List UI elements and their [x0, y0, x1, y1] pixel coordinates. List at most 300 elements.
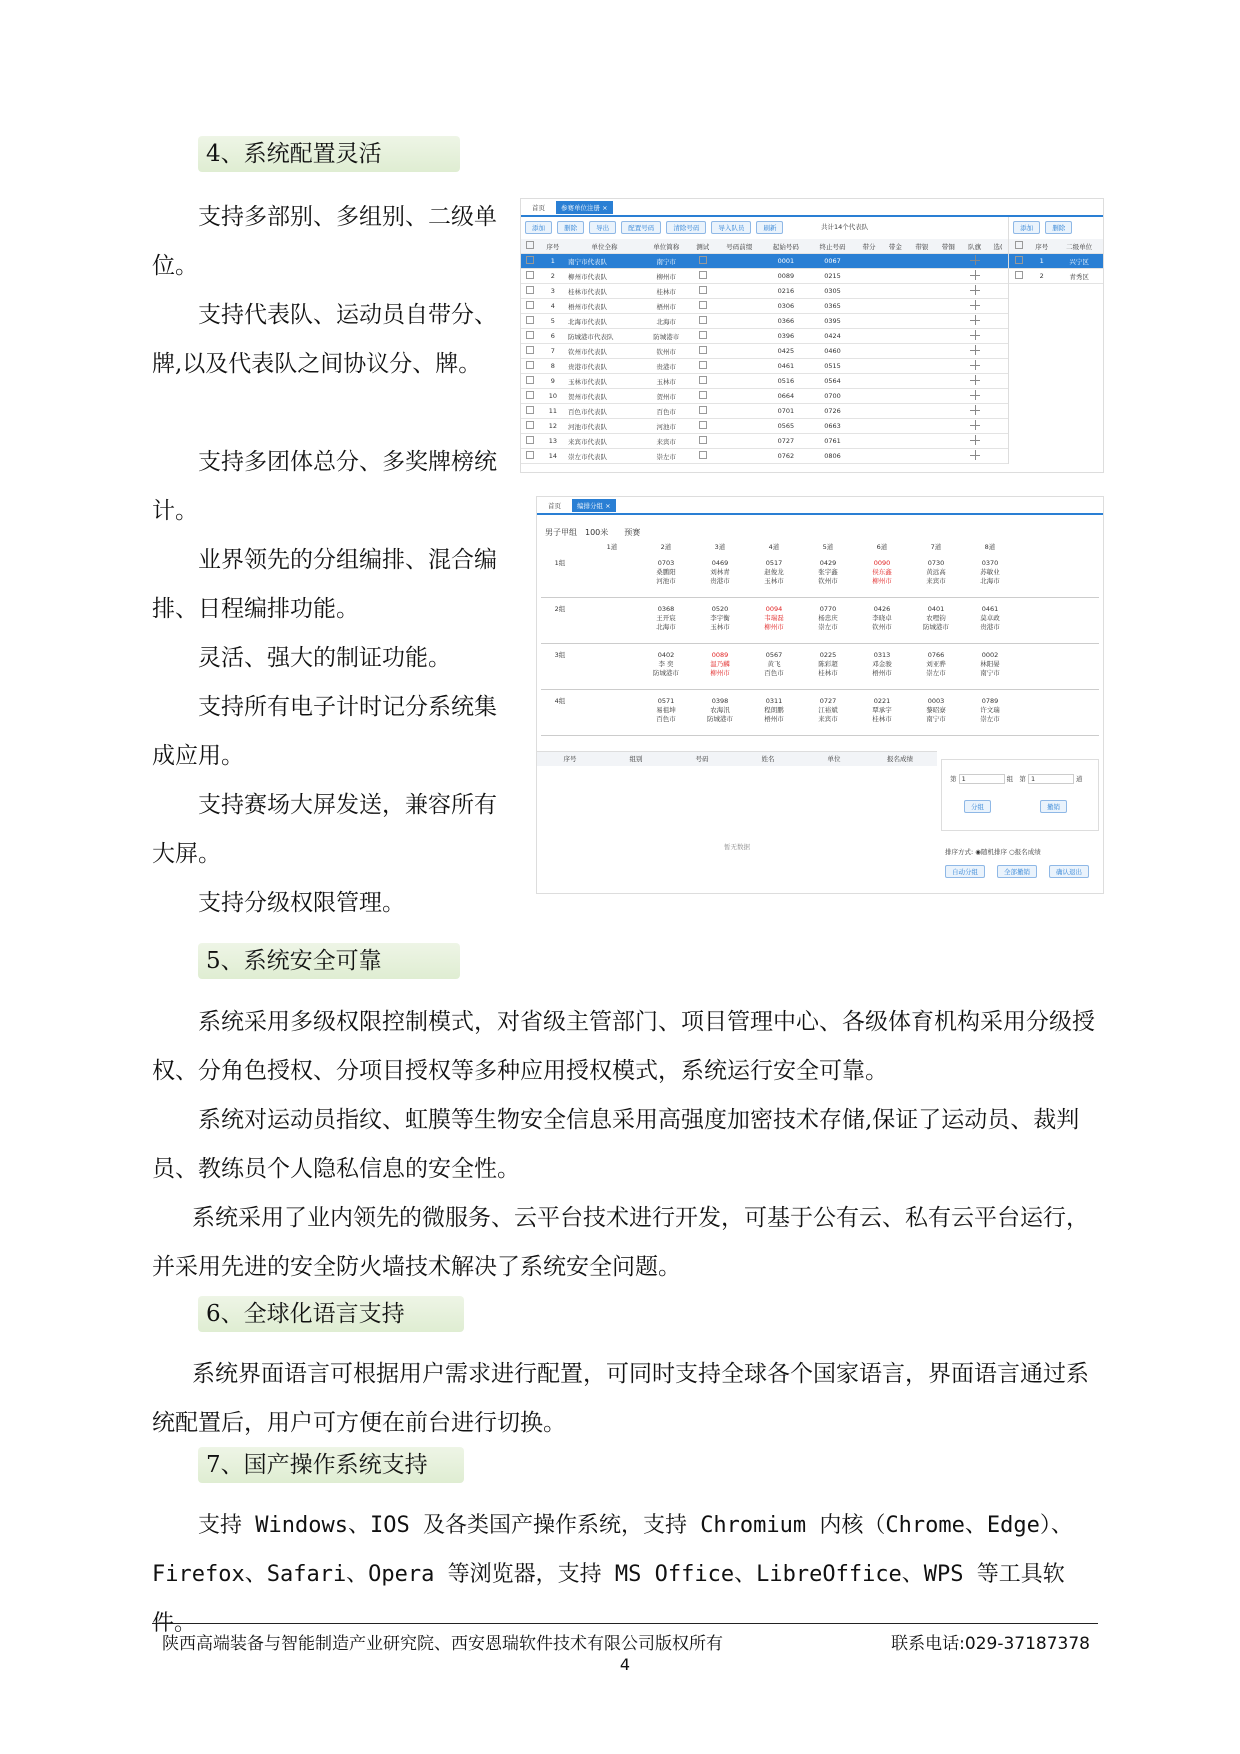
clear-number-button[interactable]: 清除号码: [666, 221, 706, 234]
entry-name: 易祖坤: [656, 706, 676, 714]
table-cell: 0565: [763, 419, 810, 434]
column-header: 带金: [882, 239, 908, 254]
lane-entry[interactable]: [641, 651, 691, 678]
table-cell: 0001: [763, 254, 810, 269]
table-cell: 兴宁区: [1055, 254, 1103, 269]
lane-entry[interactable]: [857, 605, 907, 632]
group-suffix: 组: [1006, 775, 1014, 783]
row-checkbox[interactable]: [521, 374, 540, 389]
table-cell: [909, 314, 935, 329]
lane-entry[interactable]: [857, 697, 907, 724]
table-cell: [882, 269, 908, 284]
paragraph: 支持多团体总分、多奖牌榜统计。: [152, 449, 497, 524]
lane-entry[interactable]: [803, 697, 853, 724]
lane-entry[interactable]: [911, 605, 961, 632]
list-column-header[interactable]: 姓名: [761, 755, 775, 763]
entry-name: 王开宸: [656, 614, 676, 622]
group-divider: [541, 735, 1099, 736]
table-cell: [988, 344, 1008, 359]
test-checkbox[interactable]: [690, 329, 716, 344]
column-header: 带铜: [935, 239, 961, 254]
lane-entry[interactable]: [695, 605, 745, 632]
row-checkbox[interactable]: [1009, 269, 1028, 284]
table-row[interactable]: [521, 359, 1008, 374]
entry-name: 江裕斌: [818, 706, 838, 714]
footer: [152, 1634, 1098, 1674]
entry-unit: 梧州市: [764, 715, 784, 723]
lane-entry[interactable]: [911, 559, 961, 586]
export-button[interactable]: 导出: [589, 221, 616, 234]
table-cell: [716, 299, 763, 314]
table-cell: 0396: [763, 329, 810, 344]
entry-name: 温乃麟: [710, 660, 730, 668]
tab-grouping[interactable]: 编排分组 ×: [572, 499, 616, 512]
row-checkbox[interactable]: [521, 389, 540, 404]
test-checkbox[interactable]: [690, 314, 716, 329]
table-cell: [882, 434, 908, 449]
entry-unit: 崇左市: [818, 623, 838, 631]
row-checkbox[interactable]: [521, 344, 540, 359]
lane-prefix: 第: [1019, 775, 1026, 783]
entry-unit: 贵港市: [710, 577, 730, 585]
lane-entry[interactable]: [749, 559, 799, 586]
column-header: 序号: [1028, 239, 1055, 254]
add-flag-icon[interactable]: [961, 419, 987, 434]
section-7-heading: 7、国产操作系统支持: [198, 1447, 464, 1483]
side-add-button[interactable]: 添加: [1013, 221, 1040, 234]
table-row[interactable]: [1009, 269, 1103, 284]
add-flag-icon[interactable]: [961, 299, 987, 314]
entry-unit: 河池市: [656, 577, 676, 585]
group-label: 3组: [554, 651, 566, 659]
table-cell: [988, 284, 1008, 299]
table-cell: [935, 299, 961, 314]
add-flag-icon[interactable]: [961, 344, 987, 359]
table-cell: 钦州市代表队: [566, 344, 643, 359]
table-cell: [935, 404, 961, 419]
table-cell: 0701: [763, 404, 810, 419]
sort-panel: [941, 837, 1097, 887]
lane-entry[interactable]: [641, 697, 691, 724]
table-cell: 0306: [763, 299, 810, 314]
entry-no: 0426: [873, 605, 891, 613]
entry-unit: 防城港市: [923, 623, 949, 631]
row-checkbox[interactable]: [521, 419, 540, 434]
tab-registration[interactable]: 参赛单位注册 ×: [556, 201, 613, 214]
entry-no: 0766: [927, 651, 945, 659]
lane-entry[interactable]: [803, 559, 853, 586]
table-cell: [882, 419, 908, 434]
entry-name: 程朗鹏: [764, 706, 784, 714]
entry-no: 0094: [765, 605, 783, 613]
table-cell: 河池市代表队: [566, 419, 643, 434]
test-checkbox[interactable]: [690, 449, 716, 464]
group-label: 1组: [554, 559, 566, 567]
entry-no: 0221: [873, 697, 891, 705]
column-header: 起始号码: [763, 239, 810, 254]
test-checkbox[interactable]: [690, 419, 716, 434]
table-cell: [856, 344, 882, 359]
table-cell: 0460: [809, 344, 856, 359]
table-cell: [856, 359, 882, 374]
entry-name: 桑鹏阳: [656, 568, 676, 576]
table-cell: [856, 389, 882, 404]
auto-group-button[interactable]: 自动分组: [945, 865, 985, 878]
table-row[interactable]: [521, 314, 1008, 329]
row-checkbox[interactable]: [521, 254, 540, 269]
list-column-header[interactable]: 序号: [563, 755, 577, 763]
table-cell: 7: [540, 344, 566, 359]
table-cell: 贺州市代表队: [566, 389, 643, 404]
entry-name: 陈彩超: [818, 660, 838, 668]
entry-no: 0770: [819, 605, 837, 613]
entry-unit: 玉林市: [710, 623, 730, 631]
table-cell: [856, 269, 882, 284]
tab-bar: [537, 497, 1103, 515]
table-cell: 2: [1028, 269, 1055, 284]
lane-entry[interactable]: [965, 697, 1015, 724]
entry-unit: 梧州市: [872, 669, 892, 677]
table-cell: 来宾市代表队: [566, 434, 643, 449]
refresh-button[interactable]: 刷新: [756, 221, 783, 234]
add-button[interactable]: 添加: [525, 221, 552, 234]
table-cell: 河池市: [643, 419, 690, 434]
table-cell: [856, 329, 882, 344]
table-cell: [909, 404, 935, 419]
event-label: 男子甲组 100米 预赛: [545, 528, 641, 537]
test-checkbox[interactable]: [690, 359, 716, 374]
entry-name: 邓金骏: [872, 660, 892, 668]
lane-header: 4道: [768, 543, 780, 551]
table-cell: [716, 389, 763, 404]
group-label: 2组: [554, 605, 566, 613]
tab-home[interactable]: 首页: [532, 203, 545, 212]
table-row[interactable]: [521, 299, 1008, 314]
tab-home[interactable]: 首页: [548, 501, 561, 510]
sort-random-radio[interactable]: ◉随机排序: [975, 848, 1007, 856]
test-checkbox[interactable]: [690, 344, 716, 359]
table-cell: [716, 254, 763, 269]
table-cell: 防城港市代表队: [566, 329, 643, 344]
table-row[interactable]: [521, 254, 1008, 269]
table-cell: [935, 269, 961, 284]
test-checkbox[interactable]: [690, 284, 716, 299]
entry-no: 0370: [981, 559, 999, 567]
sort-score-radio[interactable]: ○报名成绩: [1009, 848, 1041, 856]
side-toolbar: [1009, 217, 1103, 239]
table-cell: 12: [540, 419, 566, 434]
entry-no: 0313: [873, 651, 891, 659]
add-flag-icon[interactable]: [961, 389, 987, 404]
table-cell: 百色市: [643, 404, 690, 419]
entry-unit: 崇左市: [926, 669, 946, 677]
entry-no: 0727: [819, 697, 837, 705]
row-checkbox[interactable]: [521, 269, 540, 284]
entry-no: 0520: [711, 605, 729, 613]
table-cell: [882, 254, 908, 269]
table-cell: 玉林市: [643, 374, 690, 389]
paragraph: 支持代表队、运动员自带分、牌,以及代表队之间协议分、牌。: [152, 302, 497, 377]
table-cell: 防城港市: [643, 329, 690, 344]
table-cell: 0806: [809, 449, 856, 464]
table-cell: 4: [540, 299, 566, 314]
table-cell: [909, 269, 935, 284]
table-cell: [935, 389, 961, 404]
table-cell: [882, 314, 908, 329]
add-flag-icon[interactable]: [961, 374, 987, 389]
test-checkbox[interactable]: [690, 389, 716, 404]
add-flag-icon[interactable]: [961, 449, 987, 464]
entry-unit: 南宁市: [980, 669, 1000, 677]
table-cell: 桂林市: [643, 284, 690, 299]
table-row[interactable]: [521, 269, 1008, 284]
entry-unit: 柳州市: [710, 669, 730, 677]
select-all-checkbox[interactable]: [526, 241, 534, 249]
lane-entry[interactable]: [857, 651, 907, 678]
table-cell: 北海市: [643, 314, 690, 329]
lane-entry[interactable]: [695, 559, 745, 586]
confirm-exit-button[interactable]: 确认退出: [1049, 865, 1089, 878]
table-row[interactable]: [521, 449, 1008, 464]
registration-screenshot: [520, 198, 1104, 473]
table-cell: [909, 299, 935, 314]
table-cell: 崇左市代表队: [566, 449, 643, 464]
paragraph: 系统对运动员指纹、虹膜等生物安全信息采用高强度加密技术存储,保证了运动员、裁判员、教练员个人隐私信息的安全性。: [152, 1107, 1080, 1182]
table-cell: [716, 419, 763, 434]
paragraph: 支持 Windows、IOS 及各类国产操作系统，支持 Chromium 内核（Chrome、Edge）、Firefox、Safari、Opera 等浏览器，支持 MS Office、LibreOffice、WPS 等工具软件。: [152, 1513, 1073, 1636]
row-checkbox[interactable]: [521, 299, 540, 314]
section-4-heading: 4、系统配置灵活: [198, 136, 460, 172]
lane-entry[interactable]: [965, 559, 1015, 586]
footer-phone: 联系电话:029-37187378: [891, 1634, 1090, 1654]
add-flag-icon[interactable]: [961, 434, 987, 449]
lane-entry[interactable]: [641, 605, 691, 632]
entry-name: 黄飞: [767, 660, 781, 668]
table-cell: [935, 434, 961, 449]
test-checkbox[interactable]: [690, 269, 716, 284]
test-checkbox[interactable]: [690, 299, 716, 314]
table-cell: [935, 419, 961, 434]
entry-unit: 防城港市: [653, 669, 679, 677]
table-cell: [716, 404, 763, 419]
entry-unit: 贵港市: [980, 623, 1000, 631]
table-cell: 6: [540, 329, 566, 344]
lane-entry[interactable]: [911, 651, 961, 678]
table-cell: 钦州市: [643, 344, 690, 359]
lane-entry[interactable]: [749, 651, 799, 678]
table-cell: [988, 419, 1008, 434]
entry-unit: 桂林市: [872, 715, 892, 723]
entry-no: 0003: [927, 697, 945, 705]
table-cell: [856, 314, 882, 329]
row-checkbox[interactable]: [521, 359, 540, 374]
table-cell: 1: [1028, 254, 1055, 269]
list-column-header[interactable]: 单位: [827, 755, 841, 763]
entry-no: 0730: [927, 559, 945, 567]
table-cell: 0305: [809, 284, 856, 299]
entry-no: 0002: [981, 651, 999, 659]
add-flag-icon[interactable]: [961, 404, 987, 419]
delete-button[interactable]: 删除: [557, 221, 584, 234]
table-cell: [716, 359, 763, 374]
import-members-button[interactable]: 导入队员: [711, 221, 751, 234]
table-row[interactable]: [1009, 254, 1103, 269]
entry-name: 苏敏业: [980, 568, 1000, 576]
table-cell: [935, 329, 961, 344]
add-flag-icon[interactable]: [961, 329, 987, 344]
table-cell: [882, 344, 908, 359]
table-cell: 梧州市: [643, 299, 690, 314]
table-cell: [856, 284, 882, 299]
lane-entry[interactable]: [965, 605, 1015, 632]
row-checkbox[interactable]: [521, 434, 540, 449]
entry-unit: 北海市: [980, 577, 1000, 585]
test-checkbox[interactable]: [690, 434, 716, 449]
lane-entry[interactable]: [695, 697, 745, 724]
table-cell: 0365: [809, 299, 856, 314]
test-checkbox[interactable]: [690, 404, 716, 419]
group-divider: [541, 597, 1099, 598]
test-checkbox[interactable]: [690, 374, 716, 389]
lane-entry[interactable]: [803, 651, 853, 678]
table-cell: [856, 419, 882, 434]
list-column-header[interactable]: 组别: [629, 755, 643, 763]
table-row[interactable]: [521, 434, 1008, 449]
table-cell: 柳州市代表队: [566, 269, 643, 284]
table-cell: 2: [540, 269, 566, 284]
cancel-button[interactable]: 撤销: [1040, 800, 1067, 813]
table-cell: [716, 269, 763, 284]
paragraph: 系统采用了业内领先的微服务、云平台技术进行开发，可基于公有云、私有云平台运行，并采用先进的安全防火墙技术解决了系统安全问题。: [152, 1205, 1089, 1280]
lane-entry[interactable]: [641, 559, 691, 586]
table-cell: 0761: [809, 434, 856, 449]
lane-entry[interactable]: [911, 697, 961, 724]
table-cell: [909, 374, 935, 389]
table-row[interactable]: [521, 329, 1008, 344]
assign-button[interactable]: 分组: [964, 800, 991, 813]
table-cell: [856, 254, 882, 269]
add-flag-icon[interactable]: [961, 359, 987, 374]
paragraph: 业界领先的分组编排、混合编排、日程编排功能。: [152, 547, 497, 622]
table-row[interactable]: [521, 419, 1008, 434]
grouping-screenshot: [536, 496, 1104, 894]
group-input[interactable]: 1: [959, 774, 1005, 784]
paragraph: 支持所有电子计时记分系统集成应用。: [152, 694, 497, 769]
table-cell: 0395: [809, 314, 856, 329]
entry-unit: 防城港市: [707, 715, 733, 723]
entry-no: 0469: [711, 559, 729, 567]
add-flag-icon[interactable]: [961, 254, 987, 269]
table-cell: [716, 344, 763, 359]
test-checkbox[interactable]: [690, 254, 716, 269]
row-checkbox[interactable]: [521, 404, 540, 419]
table-cell: [716, 329, 763, 344]
lane-entry[interactable]: [749, 697, 799, 724]
lane-header: 2道: [660, 543, 672, 551]
row-checkbox[interactable]: [521, 449, 540, 464]
entry-name: 赵俊龙: [764, 568, 784, 576]
column-header: 带分: [856, 239, 882, 254]
entry-no: 0703: [657, 559, 675, 567]
lane-entry[interactable]: [857, 559, 907, 586]
row-checkbox[interactable]: [1009, 254, 1028, 269]
assign-panel: [941, 759, 1099, 831]
paragraph: 支持赛场大屏发送，兼容所有大屏。: [152, 792, 497, 867]
table-row[interactable]: [521, 389, 1008, 404]
table-cell: 0425: [763, 344, 810, 359]
cancel-all-button[interactable]: 全部撤销: [997, 865, 1037, 878]
table-cell: 3: [540, 284, 566, 299]
lane-input[interactable]: 1: [1028, 774, 1074, 784]
table-row[interactable]: [521, 284, 1008, 299]
entry-list: [537, 751, 937, 894]
table-cell: 南宁市代表队: [566, 254, 643, 269]
entry-name: 农哩钧: [926, 614, 946, 622]
paragraph: 系统界面语言可根据用户需求进行配置，可同时支持全球各个国家语言，界面语言通过系统配置后，用户可方便在前台进行切换。: [152, 1361, 1089, 1436]
row-checkbox[interactable]: [521, 284, 540, 299]
add-flag-icon[interactable]: [961, 284, 987, 299]
entry-no: 0401: [927, 605, 945, 613]
table-cell: [935, 284, 961, 299]
table-cell: [882, 359, 908, 374]
table-cell: 0516: [763, 374, 810, 389]
table-row[interactable]: [521, 374, 1008, 389]
table-cell: 玉林市代表队: [566, 374, 643, 389]
entry-unit: 柳州市: [872, 577, 892, 585]
entry-name: 李晓卓: [872, 614, 892, 622]
table-cell: 11: [540, 404, 566, 419]
section-5-heading: 5、系统安全可靠: [198, 943, 460, 979]
entry-unit: 来宾市: [926, 577, 946, 585]
table-cell: 0515: [809, 359, 856, 374]
lane-entry[interactable]: [695, 651, 745, 678]
table-row[interactable]: [521, 404, 1008, 419]
table-cell: [716, 374, 763, 389]
row-checkbox[interactable]: [521, 314, 540, 329]
lane-entry[interactable]: [749, 605, 799, 632]
add-flag-icon[interactable]: [961, 314, 987, 329]
table-cell: 0067: [809, 254, 856, 269]
list-column-header[interactable]: 号码: [695, 755, 709, 763]
entry-name: 李 奕: [658, 660, 674, 668]
table-cell: 青秀区: [1055, 269, 1103, 284]
add-flag-icon[interactable]: [961, 269, 987, 284]
table-cell: [856, 404, 882, 419]
table-cell: 13: [540, 434, 566, 449]
entry-no: 0567: [765, 651, 783, 659]
unit-table: [521, 239, 1008, 464]
table-cell: 0700: [809, 389, 856, 404]
side-delete-button[interactable]: 删除: [1045, 221, 1072, 234]
column-header: 队旗: [961, 239, 987, 254]
column-header: 终止号码: [809, 239, 856, 254]
config-number-button[interactable]: 配置号码: [621, 221, 661, 234]
table-cell: 9: [540, 374, 566, 389]
lane-entry[interactable]: [803, 605, 853, 632]
table-cell: 梧州市代表队: [566, 299, 643, 314]
entry-unit: 崇左市: [980, 715, 1000, 723]
table-cell: [909, 359, 935, 374]
lane-entry[interactable]: [965, 651, 1015, 678]
empty-text: 暂无数据: [724, 843, 750, 851]
paragraph: 支持多部别、多组别、二级单位。: [152, 204, 497, 279]
table-row[interactable]: [521, 344, 1008, 359]
list-column-header[interactable]: 报名成绩: [887, 755, 913, 763]
table-cell: 百色市代表队: [566, 404, 643, 419]
entry-unit: 玉林市: [764, 577, 784, 585]
row-checkbox[interactable]: [521, 329, 540, 344]
table-cell: [935, 314, 961, 329]
